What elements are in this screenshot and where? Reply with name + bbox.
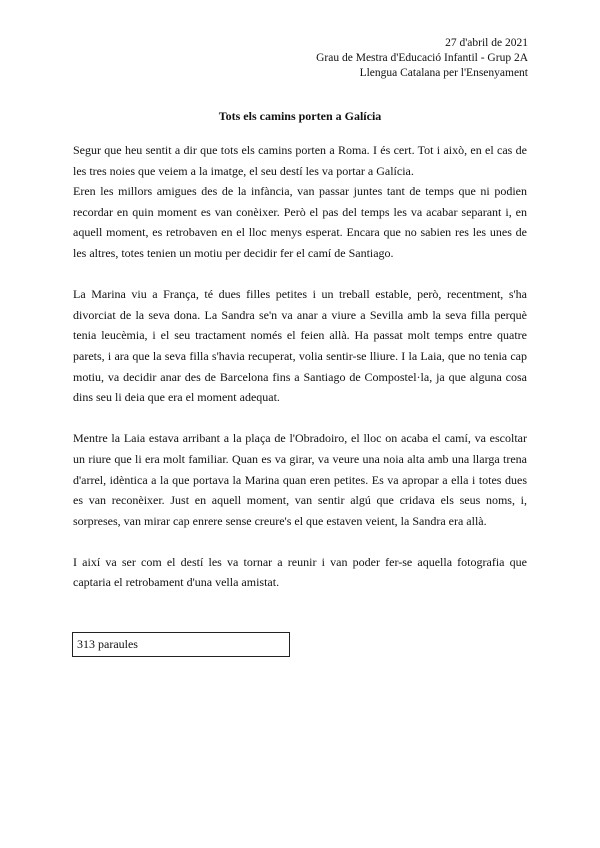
header-date: 27 d'abril de 2021: [445, 37, 528, 49]
document-title: Tots els camins porten a Galícia: [218, 109, 382, 123]
paragraph-ending: I així va ser com el destí les va tornar a reunir i van poder fer-se aquella fotografia que captaria el retrobament d'una vella amistat.: [73, 554, 527, 590]
paragraph-reunion: Mentre la Laia estava arribant a la plaça de l'Obradoiro, el lloc on acaba el camí, va escoltar un riure que li era molt familiar. Quan es va girar, va veure una noia alta amb una llarga trena d'arrel, idèntica a la que portava la Marina quan eren petites. Es va apropar a ella i totes dues es van reconèixer. Just en aquell moment, van sentir algú que cridava els seus noms, i, sorpreses, van mirar cap enrere sense creure's el que estaven veient, la Sandra era allà.: [73, 431, 527, 528]
paragraph-intro: Segur que heu sentit a dir que tots els camins porten a Roma. I és cert. Tot i això, en el cas de les tres noies que veiem a la imatge, el seu destí les va portar a Galícia.: [73, 143, 527, 178]
word-count-box: 313 paraules: [72, 632, 290, 657]
paragraph-friends: Eren les millors amigues des de la infància, van passar juntes tant de temps que ni podien recordar en quin moment es van conèixer. Però el pas del temps les va acabar separant i, en aquell moment, es retrobaven en el lloc menys esperat. Encara que no sabien res les unes de les altres, totes tenien un motiu per decidir fer el camí de Santiago.: [73, 184, 527, 260]
header-course: Grau de Mestra d'Educació Infantil - Grup 2A: [316, 52, 528, 64]
paragraph-characters: La Marina viu a França, té dues filles petites i un treball estable, però, recentment, s'ha divorciat de la seva dona. La Sandra se'n va anar a viure a Sevilla amb la seva filla perquè tenia leucèmia, i el seu tractament només el feien allà. Ha passat molt temps entre quatre parets, i ara que la seva filla s'havia recuperat, volia sentir-se lliure. I la Laia, que no tenia cap motiu, va decidir anar des de Barcelona fins a Santiago de Compostel·la, ja que alguna cosa dins seu li deia que era el moment adequat.: [73, 287, 527, 405]
document-header: [316, 36, 528, 81]
document-body: [73, 140, 527, 593]
header-subject: Llengua Catalana per l'Ensenyament: [359, 67, 528, 79]
